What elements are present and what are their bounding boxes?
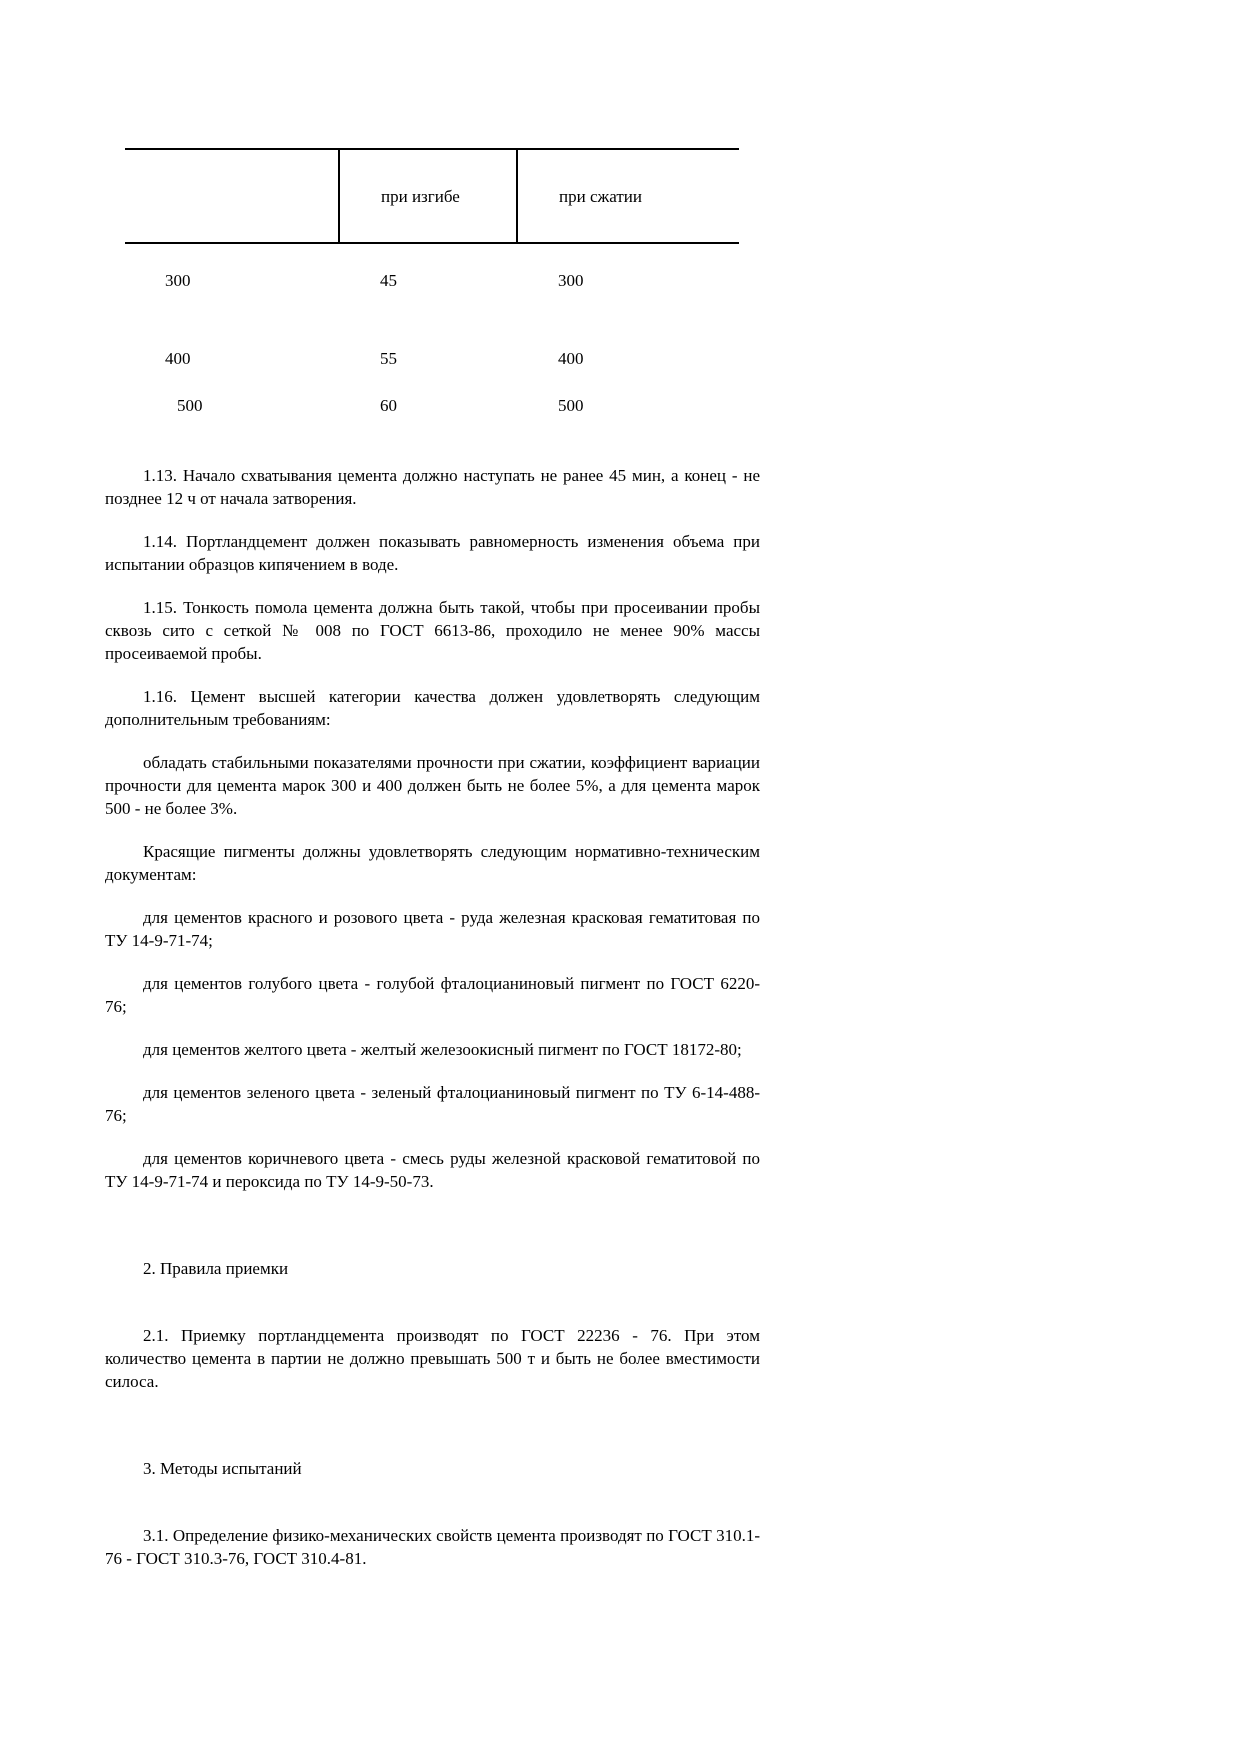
paragraph-pigments-intro: Красящие пигменты должны удовлетворять следующим нормативно-техническим документам: — [105, 842, 760, 884]
paragraph-pigment-brown: для цементов коричневого цвета - смесь руды железной красковой гематитовой по ТУ 14-9-71-74 и пероксида по ТУ 14-9-50-73. — [105, 1149, 760, 1191]
section-heading-acceptance-rules: 2. Правила приемки — [143, 1259, 289, 1278]
paragraph-2-1: 2.1. Приемку портландцемента производят по ГОСТ 22236 - 76. При этом количество цемента в партии не должно превышать 500 т и быть не более вместимости силоса. — [105, 1326, 760, 1391]
paragraph-pigment-red: для цементов красного и розового цвета - руда железная красковая гематитовая по ТУ 14-9-71-74; — [105, 908, 760, 950]
paragraph-1-13: 1.13. Начало схватывания цемента должно наступать не ранее 45 мин, а конец - не позднее 12 ч от начала затворения. — [105, 466, 760, 508]
section-heading-test-methods: 3. Методы испытаний — [143, 1459, 302, 1478]
table-header-bending: при изгибе — [339, 149, 517, 243]
table-cell-compression: 400 — [558, 349, 584, 368]
table-cell-compression: 300 — [558, 271, 584, 290]
paragraph-pigment-green: для цементов зеленого цвета - зеленый фталоцианиновый пигмент по ТУ 6-14-488-76; — [105, 1083, 760, 1125]
table-row — [125, 369, 739, 442]
paragraph-pigment-blue: для цементов голубого цвета - голубой фталоцианиновый пигмент по ГОСТ 6220-76; — [105, 974, 760, 1016]
table-header-grade — [125, 149, 339, 243]
table-row — [125, 243, 739, 348]
table-cell-compression: 500 — [558, 396, 584, 415]
table-cell-grade: 300 — [165, 271, 191, 290]
paragraph-1-14: 1.14. Портландцемент должен показывать равномерность изменения объема при испытании образцов кипячением в воде. — [105, 532, 760, 574]
paragraph-1-16: 1.16. Цемент высшей категории качества должен удовлетворять следующим дополнительным требованиям: — [105, 687, 760, 729]
table-cell-grade: 500 — [177, 396, 203, 415]
table-cell-grade: 400 — [165, 349, 191, 368]
table-header-row — [125, 149, 739, 243]
table-cell-bending: 60 — [380, 396, 397, 415]
paragraph-3-1: 3.1. Определение физико-механических свойств цемента производят по ГОСТ 310.1-76 - ГОСТ 310.3-76, ГОСТ 310.4-81. — [105, 1526, 760, 1568]
table-cell-bending: 45 — [380, 271, 397, 290]
paragraph-pigment-yellow: для цементов желтого цвета - желтый железоокисный пигмент по ГОСТ 18172-80; — [143, 1040, 742, 1059]
strength-table — [125, 148, 739, 442]
page-content — [105, 0, 760, 1570]
table-row — [125, 348, 739, 369]
table-cell-bending: 55 — [380, 349, 397, 368]
paragraph-strength-stability: обладать стабильными показателями прочности при сжатии, коэффициент вариации прочности для цемента марок 300 и 400 должен быть не более 5%, а для цемента марок 500 - не более 3%. — [105, 753, 760, 818]
paragraph-1-15: 1.15. Тонкость помола цемента должна быть такой, чтобы при просеивании пробы сквозь сито с сеткой № 008 по ГОСТ 6613-86, проходило не менее 90% массы просеиваемой пробы. — [105, 598, 760, 663]
table-header-compression: при сжатии — [517, 149, 739, 243]
